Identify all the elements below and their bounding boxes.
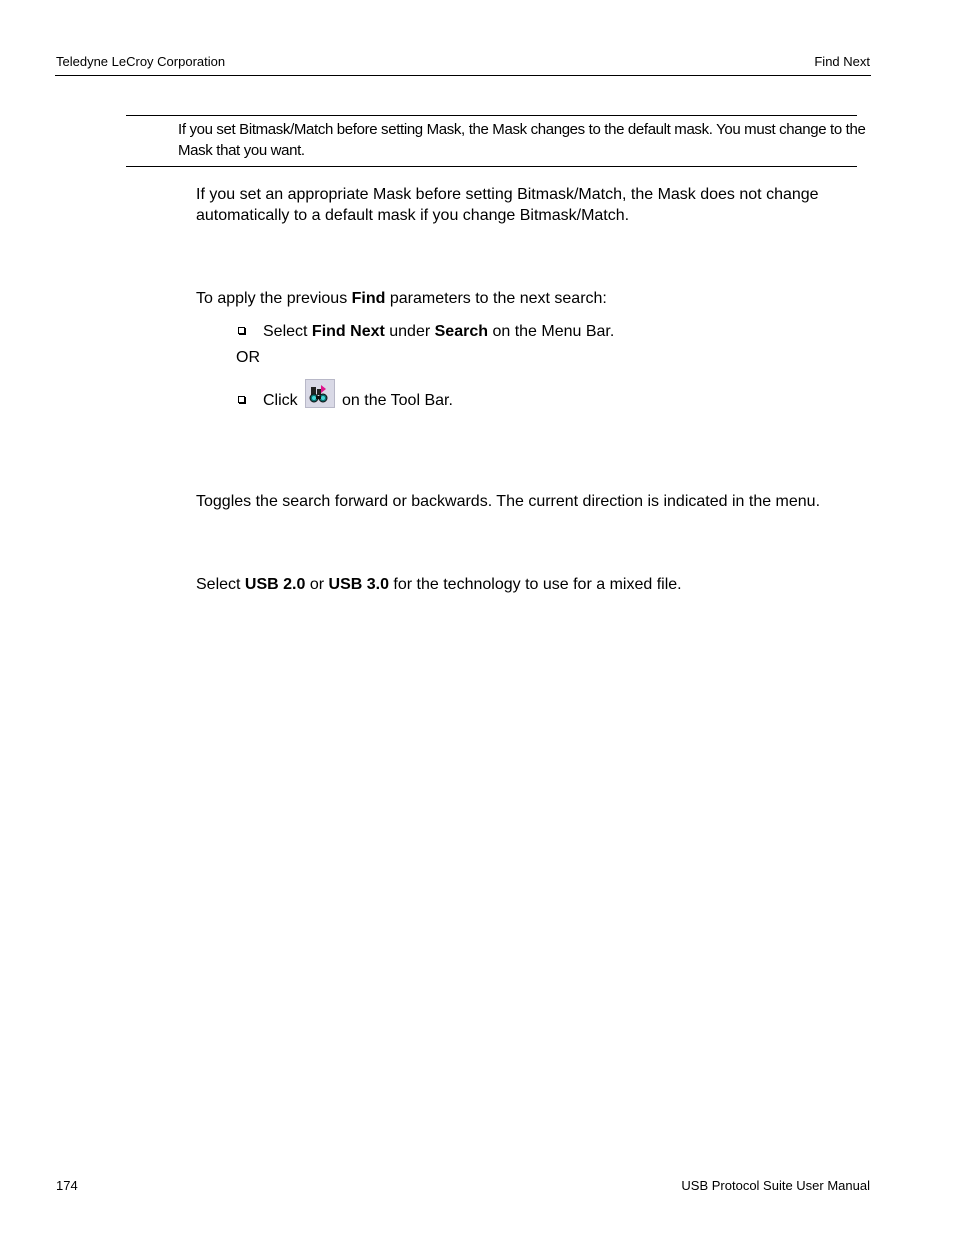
header-rule — [55, 75, 871, 76]
tech-text-end: for the technology to use for a mixed file. — [388, 576, 682, 593]
step2-toolbar-text: on the Tool Bar. — [342, 392, 453, 409]
running-header-right: Find Next — [814, 54, 870, 69]
find-next-binoculars-icon — [305, 379, 335, 408]
step-menu-bar — [263, 321, 614, 342]
tech-bold-usb3: USB 3.0 — [328, 576, 389, 593]
intro-text-end: parameters to the next search: — [385, 290, 607, 307]
checkbox-bullet-icon — [238, 327, 245, 334]
note-bottom-rule — [126, 166, 857, 167]
step1-bold-find-next: Find Next — [311, 323, 385, 340]
checkbox-bullet-icon — [238, 396, 245, 403]
step1-text-end: on the Menu Bar. — [488, 323, 615, 340]
step1-bold-search: Search — [434, 323, 488, 340]
technology-paragraph — [196, 574, 682, 595]
running-header-left: Teledyne LeCroy Corporation — [56, 54, 226, 69]
or-label: OR — [236, 349, 260, 366]
intro-bold-find: Find — [351, 290, 386, 307]
tech-text: Select — [196, 576, 245, 593]
page-number: 174 — [56, 1178, 78, 1193]
footer-manual-title: USB Protocol Suite User Manual — [681, 1178, 870, 1193]
tech-text-mid: or — [305, 576, 329, 593]
intro-text: To apply the previous — [196, 290, 352, 307]
step1-text: Select — [263, 323, 312, 340]
mask-paragraph: If you set an appropriate Mask before setting Bitmask/Match, the Mask does not change automatically to a default mask if you change Bitmask/Match. — [196, 186, 819, 224]
find-next-intro — [196, 288, 607, 309]
step2-click-label: Click — [263, 392, 298, 409]
note-top-rule — [126, 115, 857, 116]
tech-bold-usb2: USB 2.0 — [244, 576, 306, 593]
note-text: If you set Bitmask/Match before setting Mask, the Mask changes to the default mask. You must change to the Mask that you want. — [178, 121, 866, 159]
step1-text-mid: under — [384, 323, 435, 340]
direction-paragraph: Toggles the search forward or backwards. The current direction is indicated in the menu. — [196, 493, 821, 510]
